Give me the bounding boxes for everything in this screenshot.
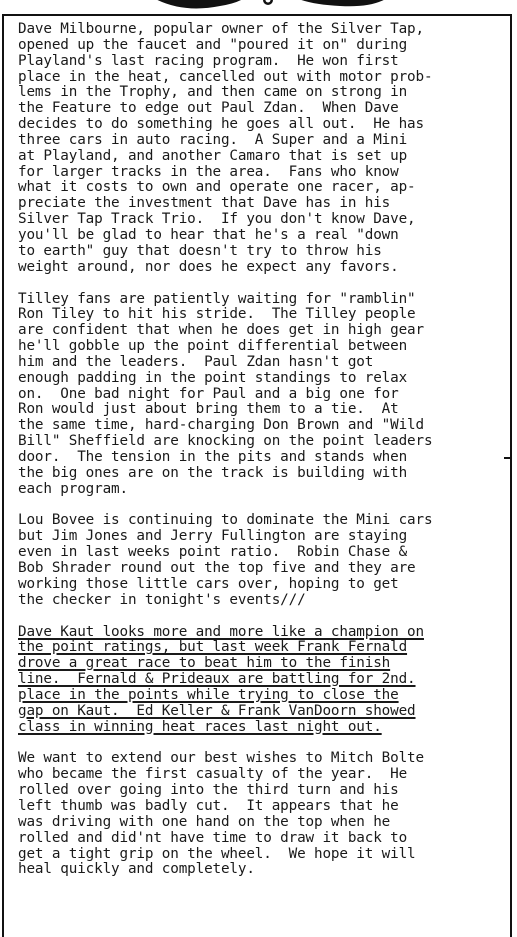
paragraph: [18, 751, 506, 878]
article-body: [18, 22, 506, 894]
text-line: Lou Bovee is continuing to dominate the Mini cars: [18, 512, 433, 529]
text-line: to earth" guy that doesn't try to throw his: [18, 242, 382, 259]
text-line: Bob Shrader round out the top five and they are: [18, 560, 416, 576]
text-line: Ron Tiley to hit his stride. The Tilley people: [18, 306, 416, 323]
text-line: line. Fernald & Prideaux are battling for 2nd.: [18, 671, 416, 688]
text-line: weight around, nor does he expect any favors.: [18, 258, 399, 275]
text-line: the point ratings, but last week Frank Fernald: [18, 639, 408, 656]
text-line: at Playland, and another Camaro that is set up: [18, 147, 408, 164]
text-line: rolled and did'nt have time to draw it back to: [18, 829, 408, 846]
text-line: on. One bad night for Paul and a big one for: [18, 385, 399, 402]
text-line: heal quickly and completely.: [18, 861, 255, 878]
text-line: opened up the faucet and "poured it on" during: [18, 36, 408, 53]
text-line: rolled over going into the third turn and his: [18, 782, 399, 799]
text-line: gap on Kaut. Ed Keller & Frank VanDoorn showed: [18, 702, 416, 719]
text-line: the same time, hard-charging Don Brown and "Wild: [18, 417, 424, 434]
paragraph: [18, 625, 506, 736]
text-line: decides to do something he goes all out. He has: [18, 116, 424, 133]
text-line: each program.: [18, 480, 128, 497]
text-line: left thumb was badly cut. It appears that he: [18, 797, 399, 814]
text-line: the Feature to edge out Paul Zdan. When Dave: [18, 100, 399, 117]
text-line: was driving with one hand on the top when he: [18, 813, 391, 830]
paragraph: [18, 292, 506, 498]
text-line: Dave Milbourne, popular owner of the Silver Tap,: [18, 21, 424, 37]
text-line: him and the leaders. Paul Zdan hasn't got: [18, 353, 374, 370]
text-line: class in winning heat races last night out.: [18, 718, 382, 735]
text-line: who became the first casualty of the year. He: [18, 766, 408, 783]
text-line: Playland's last racing program. He won first: [18, 52, 399, 69]
text-line: lems in the Trophy, and then came on strong in: [18, 84, 408, 101]
text-line: the big ones are on the track is building with: [18, 464, 408, 481]
text-line: preciate the investment that Dave has in his: [18, 195, 391, 212]
text-line: working those little cars over, hoping to get: [18, 575, 399, 592]
masthead-logo-graphic: [150, 0, 390, 14]
text-line: even in last weeks point ratio. Robin Chase &: [18, 544, 408, 561]
text-line: drove a great race to beat him to the finish: [18, 655, 391, 672]
text-line: you'll be glad to hear that he's a real "down: [18, 226, 399, 243]
text-line: he'll gobble up the point differential between: [18, 338, 408, 355]
paragraph: [18, 22, 506, 276]
text-line: get a tight grip on the wheel. We hope it will: [18, 845, 416, 862]
text-line: Bill" Sheffield are knocking on the point leaders: [18, 433, 433, 450]
text-line: three cars in auto racing. A Super and a Mini: [18, 131, 408, 148]
text-line: We want to extend our best wishes to Mitch Bolte: [18, 750, 424, 767]
text-line: Tilley fans are patiently waiting for "ramblin": [18, 290, 416, 307]
text-line: door. The tension in the pits and stands when: [18, 448, 408, 465]
text-line: Silver Tap Track Trio. If you don't know Dave,: [18, 211, 416, 228]
paragraph: [18, 513, 506, 608]
text-line: but Jim Jones and Jerry Fullington are staying: [18, 528, 408, 545]
text-line: what it costs to own and operate one racer, ap-: [18, 179, 416, 196]
text-line: for larger tracks in the area. Fans who know: [18, 163, 399, 180]
text-line: place in the points while trying to close the: [18, 686, 399, 703]
text-line: enough padding in the point standings to relax: [18, 369, 408, 386]
text-line: Dave Kaut looks more and more like a champion on: [18, 623, 424, 640]
text-line: Ron would just about bring them to a tie. At: [18, 401, 399, 418]
text-line: place in the heat, cancelled out with motor prob-: [18, 68, 433, 85]
text-line: are confident that when he does get in high gear: [18, 322, 424, 339]
text-line: the checker in tonight's events///: [18, 591, 306, 608]
